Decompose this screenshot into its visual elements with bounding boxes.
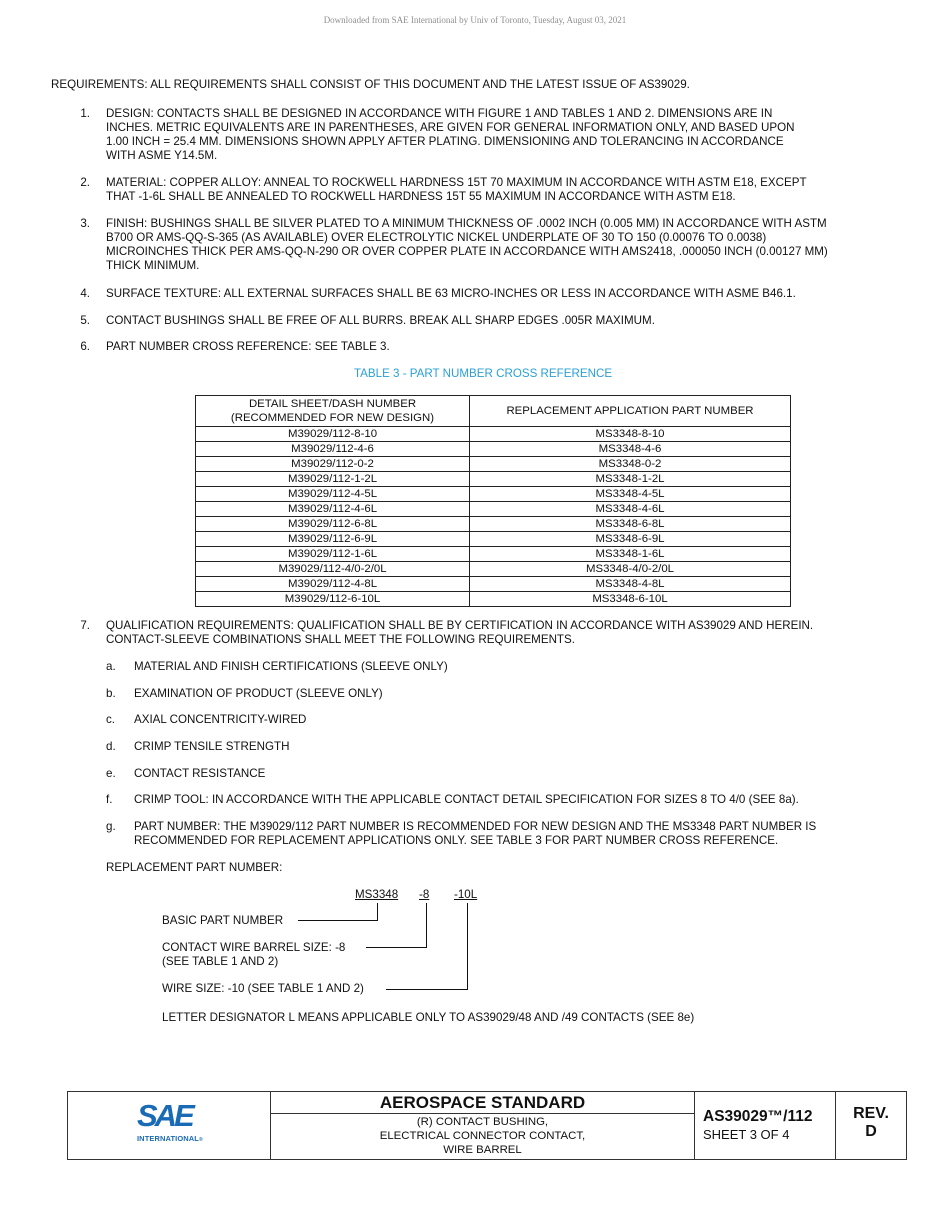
replacement-pn-heading: REPLACEMENT PART NUMBER: bbox=[106, 861, 283, 874]
item-number: 1. bbox=[80, 107, 90, 120]
item-qualification bbox=[106, 619, 813, 647]
subitem-letter: b. bbox=[106, 687, 116, 700]
table-row bbox=[196, 472, 791, 487]
logo-sub-text: INTERNATIONAL bbox=[137, 1134, 199, 1143]
replacement-part-number: MS3348-4-6L bbox=[470, 502, 791, 517]
subitem-letter: f. bbox=[106, 793, 113, 806]
item-line: 1.00 INCH = 25.4 MM. DIMENSIONS SHOWN APPLY AFTER PLATING. DIMENSIONING AND TOLERANCING IN ACCORDANCE bbox=[106, 135, 784, 148]
table-row bbox=[196, 442, 791, 457]
cross-reference-table bbox=[195, 395, 791, 607]
detail-part-number: M39029/112-6-9L bbox=[196, 532, 470, 547]
leader-wire-h bbox=[386, 989, 468, 990]
rev-value: D bbox=[865, 1123, 877, 1140]
item-line: MICROINCHES THICK PER AMS-QQ-N-290 OR OVER COPPER PLATE IN ACCORDANCE WITH AMS2418, .000050 INCH (0.00127 MM) bbox=[106, 245, 828, 258]
item-finish bbox=[106, 217, 828, 273]
item-material bbox=[106, 176, 807, 204]
leader-basic-v bbox=[377, 903, 378, 921]
detail-part-number: M39029/112-6-10L bbox=[196, 592, 470, 607]
basic-part-label: BASIC PART NUMBER bbox=[162, 914, 284, 927]
item-line: PART NUMBER: THE M39029/112 PART NUMBER IS RECOMMENDED FOR NEW DESIGN AND THE MS3348 PART NUMBER IS bbox=[134, 820, 817, 833]
table-row bbox=[196, 502, 791, 517]
item-line: INCHES. METRIC EQUIVALENTS ARE IN PARENTHESES, ARE GIVEN FOR GENERAL INFORMATION ONLY, AND BASED UPON bbox=[106, 121, 795, 134]
table-row bbox=[196, 457, 791, 472]
item-line: B700 OR AMS-QQ-S-365 (AS AVAILABLE) OVER ELECTROLYTIC NICKEL UNDERPLATE OF 30 TO 150 (0.00076 TO 0.0038) bbox=[106, 231, 767, 244]
subitem-letter: a. bbox=[106, 660, 116, 673]
leader-basic-h bbox=[298, 920, 378, 921]
item-number: 7. bbox=[80, 619, 90, 632]
pn-base: MS3348 bbox=[355, 888, 399, 901]
detail-part-number: M39029/112-8-10 bbox=[196, 427, 470, 442]
table-row bbox=[196, 517, 791, 532]
table-row bbox=[196, 547, 791, 562]
sae-logo-sub bbox=[137, 1134, 203, 1143]
item-line: THAT -1-6L SHALL BE ANNEALED TO ROCKWELL HARDNESS 15T 55 MAXIMUM IN ACCORDANCE WITH ASTM E18. bbox=[106, 190, 736, 203]
table-row bbox=[196, 577, 791, 592]
detail-part-number: M39029/112-4/0-2/0L bbox=[196, 562, 470, 577]
detail-part-number: M39029/112-1-6L bbox=[196, 547, 470, 562]
download-notice: Downloaded from SAE International by Univ of Toronto, Tuesday, August 03, 2021 bbox=[323, 15, 627, 25]
subitem-text: MATERIAL AND FINISH CERTIFICATIONS (SLEEVE ONLY) bbox=[134, 660, 448, 673]
label-line: (SEE TABLE 1 AND 2) bbox=[162, 955, 279, 968]
doc-number: AS39029™/112 bbox=[703, 1108, 813, 1125]
detail-part-number: M39029/112-0-2 bbox=[196, 457, 470, 472]
item-line: RECOMMENDED FOR REPLACEMENT APPLICATIONS ONLY. SEE TABLE 3 FOR PART NUMBER CROSS REFERENCE. bbox=[134, 834, 779, 847]
replacement-part-number: MS3348-4-8L bbox=[470, 577, 791, 592]
logo-cell bbox=[68, 1092, 270, 1159]
letter-designator-note: LETTER DESIGNATOR L MEANS APPLICABLE ONLY TO AS39029/48 AND /49 CONTACTS (SEE 8e) bbox=[162, 1011, 695, 1024]
barrel-size-label bbox=[162, 941, 345, 969]
table-header-row bbox=[196, 396, 791, 427]
subitem-text: CRIMP TOOL: IN ACCORDANCE WITH THE APPLICABLE CONTACT DETAIL SPECIFICATION FOR SIZES 8 TO 4/0 (SEE 8a). bbox=[134, 793, 799, 806]
header-replacement: REPLACEMENT APPLICATION PART NUMBER bbox=[470, 396, 791, 427]
replacement-part-number: MS3348-6-8L bbox=[470, 517, 791, 532]
subitem-text: CRIMP TENSILE STRENGTH bbox=[134, 740, 290, 753]
item-line: THICK MINIMUM. bbox=[106, 259, 200, 272]
subitem-text: EXAMINATION OF PRODUCT (SLEEVE ONLY) bbox=[134, 687, 383, 700]
subitem-text bbox=[134, 820, 816, 848]
replacement-part-number: MS3348-4-5L bbox=[470, 487, 791, 502]
subitem-letter: c. bbox=[106, 713, 116, 726]
leader-size-v bbox=[426, 903, 427, 948]
rev-label: REV. bbox=[853, 1105, 889, 1122]
replacement-part-number: MS3348-6-10L bbox=[470, 592, 791, 607]
subitem-letter: e. bbox=[106, 767, 116, 780]
replacement-part-number: MS3348-6-9L bbox=[470, 532, 791, 547]
item-line: MATERIAL: COPPER ALLOY: ANNEAL TO ROCKWELL HARDNESS 15T 70 MAXIMUM IN ACCORDANCE WITH ASTM E18, EXCEPT bbox=[106, 176, 807, 189]
table-row bbox=[196, 592, 791, 607]
item-burrs: CONTACT BUSHINGS SHALL BE FREE OF ALL BURRS. BREAK ALL SHARP EDGES .005R MAXIMUM. bbox=[106, 314, 655, 327]
header-line: DETAIL SHEET/DASH NUMBER bbox=[248, 398, 417, 410]
title-block bbox=[67, 1091, 907, 1160]
item-number: 3. bbox=[80, 217, 90, 230]
subitem-text: CONTACT RESISTANCE bbox=[134, 767, 266, 780]
item-line: FINISH: BUSHINGS SHALL BE SILVER PLATED TO A MINIMUM THICKNESS OF .0002 INCH (0.005 MM) IN ACCORDANCE WITH ASTM bbox=[106, 217, 827, 230]
label-line: CONTACT WIRE BARREL SIZE: -8 bbox=[162, 941, 346, 954]
item-line: QUALIFICATION REQUIREMENTS: QUALIFICATION SHALL BE BY CERTIFICATION IN ACCORDANCE WITH AS39029 AND HEREIN. bbox=[106, 619, 814, 632]
registered-mark: ® bbox=[199, 1137, 203, 1143]
desc-line: ELECTRICAL CONNECTOR CONTACT, bbox=[379, 1130, 586, 1142]
detail-part-number: M39029/112-4-8L bbox=[196, 577, 470, 592]
pn-size: -8 bbox=[419, 888, 430, 901]
leader-size-h bbox=[366, 947, 427, 948]
replacement-part-number: MS3348-0-2 bbox=[470, 457, 791, 472]
title-cell bbox=[270, 1092, 694, 1159]
replacement-part-number: MS3348-1-2L bbox=[470, 472, 791, 487]
desc-line: WIRE BARREL bbox=[443, 1144, 522, 1156]
item-number: 5. bbox=[80, 314, 90, 327]
item-number: 6. bbox=[80, 340, 90, 353]
table-row bbox=[196, 562, 791, 577]
item-number: 2. bbox=[80, 176, 90, 189]
item-surface-texture: SURFACE TEXTURE: ALL EXTERNAL SURFACES SHALL BE 63 MICRO-INCHES OR LESS IN ACCORDANCE WITH ASME B46.1. bbox=[106, 287, 796, 300]
subitem-text: AXIAL CONCENTRICITY-WIRED bbox=[134, 713, 307, 726]
detail-part-number: M39029/112-4-6L bbox=[196, 502, 470, 517]
document-description bbox=[271, 1114, 694, 1157]
detail-part-number: M39029/112-6-8L bbox=[196, 517, 470, 532]
item-line: CONTACT-SLEEVE COMBINATIONS SHALL MEET THE FOLLOWING REQUIREMENTS. bbox=[106, 633, 575, 646]
sheet-number: SHEET 3 OF 4 bbox=[703, 1127, 790, 1142]
detail-part-number: M39029/112-4-6 bbox=[196, 442, 470, 457]
doc-number-cell bbox=[694, 1092, 835, 1159]
replacement-part-number: MS3348-8-10 bbox=[470, 427, 791, 442]
item-line: WITH ASME Y14.5M. bbox=[106, 149, 218, 162]
item-number: 4. bbox=[80, 287, 90, 300]
replacement-part-number: MS3348-4-6 bbox=[470, 442, 791, 457]
requirements-intro: REQUIREMENTS: ALL REQUIREMENTS SHALL CONSIST OF THIS DOCUMENT AND THE LATEST ISSUE OF AS39029. bbox=[51, 78, 690, 91]
subitem-letter: d. bbox=[106, 740, 116, 753]
revision-cell bbox=[835, 1092, 906, 1159]
item-cross-reference: PART NUMBER CROSS REFERENCE: SEE TABLE 3. bbox=[106, 340, 390, 353]
wire-size-label: WIRE SIZE: -10 (SEE TABLE 1 AND 2) bbox=[162, 982, 364, 995]
item-design bbox=[106, 107, 794, 163]
replacement-part-number: MS3348-1-6L bbox=[470, 547, 791, 562]
sae-logo: SAE bbox=[137, 1098, 192, 1133]
table-caption: TABLE 3 - PART NUMBER CROSS REFERENCE bbox=[353, 367, 613, 380]
detail-part-number: M39029/112-4-5L bbox=[196, 487, 470, 502]
header-line: (RECOMMENDED FOR NEW DESIGN) bbox=[230, 412, 435, 424]
standard-title: AEROSPACE STANDARD bbox=[271, 1092, 694, 1114]
subitem-letter: g. bbox=[106, 820, 116, 833]
table-row bbox=[196, 487, 791, 502]
leader-wire-v bbox=[467, 903, 468, 990]
item-line: DESIGN: CONTACTS SHALL BE DESIGNED IN ACCORDANCE WITH FIGURE 1 AND TABLES 1 AND 2. DIMENSIONS ARE IN bbox=[106, 107, 773, 120]
replacement-part-number: MS3348-4/0-2/0L bbox=[470, 562, 791, 577]
desc-line: (R) CONTACT BUSHING, bbox=[416, 1116, 549, 1128]
table-row bbox=[196, 427, 791, 442]
header-detail-sheet bbox=[196, 396, 470, 427]
detail-part-number: M39029/112-1-2L bbox=[196, 472, 470, 487]
table-row bbox=[196, 532, 791, 547]
pn-wire: -10L bbox=[454, 888, 478, 901]
